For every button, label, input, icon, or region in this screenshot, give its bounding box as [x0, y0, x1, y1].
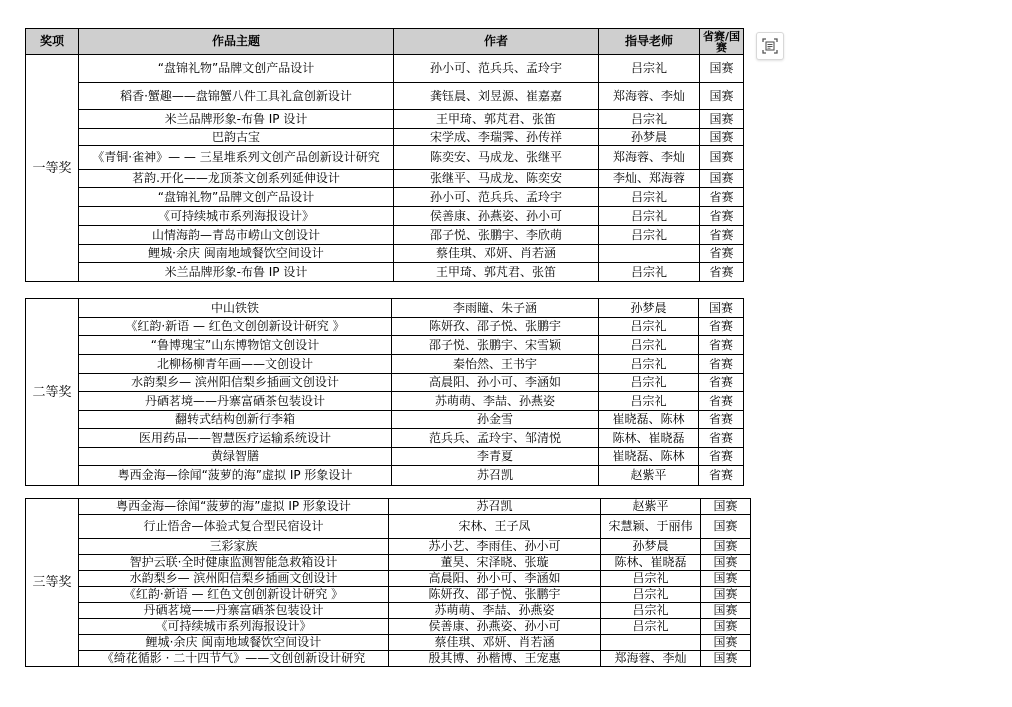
table-body-first — [26, 55, 744, 282]
theme-cell: 粤西金海—徐闻“菠萝的海”虚拟 IP 形象设计 — [79, 466, 392, 486]
level-cell: 省赛 — [700, 207, 744, 226]
author-cell: 陈妍孜、邵子悦、张鹏宇 — [392, 318, 599, 336]
level-cell: 国赛 — [701, 635, 751, 651]
level-cell: 国赛 — [700, 110, 744, 129]
teacher-cell: 李灿、郑海蓉 — [599, 170, 700, 188]
teacher-cell: 赵紫平 — [599, 466, 699, 486]
ocr-scan-icon — [761, 37, 779, 55]
table-row — [26, 539, 751, 555]
level-cell: 国赛 — [701, 603, 751, 619]
level-cell: 省赛 — [699, 466, 744, 486]
teacher-cell: 吕宗礼 — [599, 188, 700, 207]
theme-cell: “盘锦礼物”品牌文创产品设计 — [79, 55, 394, 83]
author-cell: 孙小可、范兵兵、孟玲宇 — [394, 55, 599, 83]
teacher-cell: 崔晓磊、陈林 — [599, 448, 699, 466]
theme-cell: 智护云联·全时健康监测智能急救箱设计 — [79, 555, 389, 571]
theme-cell: 丹硒茗境——丹寨富硒茶包装设计 — [79, 603, 389, 619]
author-cell: 宋林、王子凤 — [389, 515, 601, 539]
level-cell: 国赛 — [701, 571, 751, 587]
theme-cell: “鲁博瑰宝”山东博物馆文创设计 — [79, 336, 392, 355]
level-cell: 省赛 — [699, 374, 744, 392]
teacher-cell: 孙梦晨 — [599, 129, 700, 146]
table-row — [26, 299, 744, 318]
teacher-cell: 吕宗礼 — [599, 55, 700, 83]
header-award: 奖项 — [26, 29, 79, 55]
table-row — [26, 429, 744, 448]
author-cell: 苏召凯 — [392, 466, 599, 486]
level-cell: 国赛 — [701, 651, 751, 667]
teacher-cell: 郑海蓉、李灿 — [601, 651, 701, 667]
table-body-third — [26, 499, 751, 667]
level-cell: 省赛 — [700, 226, 744, 245]
teacher-cell: 吕宗礼 — [599, 374, 699, 392]
level-cell: 国赛 — [700, 83, 744, 110]
teacher-cell: 孙梦晨 — [599, 299, 699, 318]
level-cell: 省赛 — [699, 392, 744, 411]
author-cell: 侯善康、孙燕姿、孙小可 — [394, 207, 599, 226]
level-cell: 省赛 — [699, 318, 744, 336]
teacher-cell: 陈林、崔晓磊 — [601, 555, 701, 571]
level-cell: 国赛 — [701, 555, 751, 571]
author-cell: 苏召凯 — [389, 499, 601, 515]
table-row — [26, 515, 751, 539]
level-cell: 省赛 — [700, 245, 744, 263]
level-cell: 省赛 — [699, 355, 744, 374]
author-cell: 陈妍孜、邵子悦、张鹏宇 — [389, 587, 601, 603]
teacher-cell: 吕宗礼 — [601, 571, 701, 587]
author-cell: 秦怡然、王书宇 — [392, 355, 599, 374]
award-table-second — [25, 298, 744, 486]
teacher-cell: 陈林、崔晓磊 — [599, 429, 699, 448]
theme-cell: 米兰品牌形象-布鲁 IP 设计 — [79, 263, 394, 282]
author-cell: 高晨阳、孙小可、李涵如 — [392, 374, 599, 392]
theme-cell: 山情海韵—青岛市崂山文创设计 — [79, 226, 394, 245]
table-row — [26, 355, 744, 374]
level-cell: 国赛 — [700, 129, 744, 146]
table-row — [26, 170, 744, 188]
teacher-cell: 吕宗礼 — [599, 226, 700, 245]
table-row — [26, 587, 751, 603]
teacher-cell: 吕宗礼 — [599, 207, 700, 226]
teacher-cell — [599, 245, 700, 263]
theme-cell: 翻转式结构创新行李箱 — [79, 411, 392, 429]
table-row — [26, 555, 751, 571]
teacher-cell: 吕宗礼 — [599, 263, 700, 282]
ocr-scan-button[interactable] — [756, 32, 784, 60]
theme-cell: 粤西金海—徐闻“菠萝的海”虚拟 IP 形象设计 — [79, 499, 389, 515]
award-table-first — [25, 28, 744, 282]
author-cell: 苏小艺、李雨佳、孙小可 — [389, 539, 601, 555]
author-cell: 苏萌萌、李喆、孙燕姿 — [392, 392, 599, 411]
level-cell: 国赛 — [699, 299, 744, 318]
table-row — [26, 146, 744, 170]
level-cell: 国赛 — [701, 515, 751, 539]
theme-cell: 鲤城·余庆 闽南地域餐饮空间设计 — [79, 245, 394, 263]
teacher-cell: 吕宗礼 — [599, 355, 699, 374]
theme-cell: 《可持续城市系列海报设计》 — [79, 619, 389, 635]
level-cell: 国赛 — [700, 146, 744, 170]
theme-cell: 中山铁铁 — [79, 299, 392, 318]
author-cell: 邵子悦、张鹏宇、李欣萌 — [394, 226, 599, 245]
table-row — [26, 245, 744, 263]
level-cell: 省赛 — [699, 336, 744, 355]
table-row — [26, 207, 744, 226]
header-theme: 作品主题 — [79, 29, 394, 55]
table-row — [26, 635, 751, 651]
table-row — [26, 392, 744, 411]
table-row — [26, 263, 744, 282]
teacher-cell: 郑海蓉、李灿 — [599, 83, 700, 110]
author-cell: 蔡佳琪、邓妍、肖若涵 — [389, 635, 601, 651]
teacher-cell: 吕宗礼 — [601, 619, 701, 635]
theme-cell: 《红韵·新语 — 红色文创创新设计研究 》 — [79, 318, 392, 336]
level-cell: 国赛 — [701, 499, 751, 515]
table-row — [26, 603, 751, 619]
table-row — [26, 499, 751, 515]
teacher-cell: 吕宗礼 — [599, 392, 699, 411]
theme-cell: 水韵梨乡— 滨州阳信梨乡插画文创设计 — [79, 571, 389, 587]
table-row — [26, 226, 744, 245]
award-level-cell: 二等奖 — [26, 299, 79, 486]
level-cell: 国赛 — [700, 170, 744, 188]
table-row — [26, 129, 744, 146]
teacher-cell: 吕宗礼 — [601, 603, 701, 619]
level-cell: 省赛 — [699, 448, 744, 466]
level-cell: 省赛 — [700, 188, 744, 207]
author-cell: 李青夏 — [392, 448, 599, 466]
header-level: 省赛/国赛 — [700, 29, 744, 55]
header-author: 作者 — [394, 29, 599, 55]
teacher-cell — [601, 635, 701, 651]
author-cell: 蔡佳琪、邓妍、肖若涵 — [394, 245, 599, 263]
author-cell: 邵子悦、张鹏宇、宋雪颖 — [392, 336, 599, 355]
theme-cell: 三彩家族 — [79, 539, 389, 555]
table-row — [26, 83, 744, 110]
author-cell: 王甲琦、郭芃君、张笛 — [394, 110, 599, 129]
theme-cell: 《绮花循影 · 二十四节气》——文创创新设计研究 — [79, 651, 389, 667]
theme-cell: 巴韵古宝 — [79, 129, 394, 146]
theme-cell: 《红韵·新语 — 红色文创创新设计研究 》 — [79, 587, 389, 603]
theme-cell: 茗韵.开化——龙顶茶文创系列延伸设计 — [79, 170, 394, 188]
theme-cell: 鲤城·余庆 闽南地域餐饮空间设计 — [79, 635, 389, 651]
author-cell: 孙金雪 — [392, 411, 599, 429]
table-row — [26, 619, 751, 635]
theme-cell: 行止悟舍—体验式复合型民宿设计 — [79, 515, 389, 539]
award-level-cell: 一等奖 — [26, 55, 79, 282]
table-row — [26, 55, 744, 83]
teacher-cell: 吕宗礼 — [601, 587, 701, 603]
teacher-cell: 宋慧颖、于丽伟 — [601, 515, 701, 539]
table-row — [26, 448, 744, 466]
table-row — [26, 374, 744, 392]
table-row — [26, 411, 744, 429]
author-cell: 陈奕安、马成龙、张继平 — [394, 146, 599, 170]
teacher-cell: 吕宗礼 — [599, 110, 700, 129]
author-cell: 殷其博、孙楷博、王宠惠 — [389, 651, 601, 667]
theme-cell: 《可持续城市系列海报设计》 — [79, 207, 394, 226]
level-cell: 国赛 — [701, 619, 751, 635]
header-teacher: 指导老师 — [599, 29, 700, 55]
author-cell: 张继平、马成龙、陈奕安 — [394, 170, 599, 188]
theme-cell: 《青铜·雀神》— — 三星堆系列文创产品创新设计研究 — [79, 146, 394, 170]
table-row — [26, 466, 744, 486]
level-cell: 省赛 — [700, 263, 744, 282]
theme-cell: 稻香·蟹趣——盘锦蟹八件工具礼盒创新设计 — [79, 83, 394, 110]
table-row — [26, 110, 744, 129]
level-cell: 国赛 — [700, 55, 744, 83]
award-level-cell: 三等奖 — [26, 499, 79, 667]
teacher-cell: 赵紫平 — [601, 499, 701, 515]
level-cell: 国赛 — [701, 587, 751, 603]
table-row — [26, 336, 744, 355]
theme-cell: 北柳杨柳青年画——文创设计 — [79, 355, 392, 374]
level-cell: 省赛 — [699, 411, 744, 429]
theme-cell: 医用药品——智慧医疗运输系统设计 — [79, 429, 392, 448]
table-row — [26, 571, 751, 587]
theme-cell: “盘锦礼物”品牌文创产品设计 — [79, 188, 394, 207]
author-cell: 范兵兵、孟玲宇、邹清悦 — [392, 429, 599, 448]
level-cell: 省赛 — [699, 429, 744, 448]
author-cell: 龚钰晨、刘昱源、崔嘉嘉 — [394, 83, 599, 110]
table-row — [26, 188, 744, 207]
author-cell: 孙小可、范兵兵、孟玲宇 — [394, 188, 599, 207]
theme-cell: 水韵梨乡— 滨州阳信梨乡插画文创设计 — [79, 374, 392, 392]
table-body-second — [26, 299, 744, 486]
author-cell: 李雨瞳、朱子涵 — [392, 299, 599, 318]
level-cell: 国赛 — [701, 539, 751, 555]
teacher-cell: 崔晓磊、陈林 — [599, 411, 699, 429]
teacher-cell: 郑海蓉、李灿 — [599, 146, 700, 170]
award-table-third — [25, 498, 751, 667]
teacher-cell: 吕宗礼 — [599, 336, 699, 355]
teacher-cell: 吕宗礼 — [599, 318, 699, 336]
author-cell: 苏萌萌、李喆、孙燕姿 — [389, 603, 601, 619]
theme-cell: 丹硒茗境——丹寨富硒茶包装设计 — [79, 392, 392, 411]
table-row — [26, 318, 744, 336]
author-cell: 董昊、宋泽晓、张璇 — [389, 555, 601, 571]
author-cell: 宋学成、李瑞霁、孙传祥 — [394, 129, 599, 146]
author-cell: 侯善康、孙燕姿、孙小可 — [389, 619, 601, 635]
teacher-cell: 孙梦晨 — [601, 539, 701, 555]
table-header-row — [26, 29, 744, 55]
author-cell: 王甲琦、郭芃君、张笛 — [394, 263, 599, 282]
author-cell: 高晨阳、孙小可、李涵如 — [389, 571, 601, 587]
table-row — [26, 651, 751, 667]
theme-cell: 黄绿智膳 — [79, 448, 392, 466]
theme-cell: 米兰品牌形象-布鲁 IP 设计 — [79, 110, 394, 129]
